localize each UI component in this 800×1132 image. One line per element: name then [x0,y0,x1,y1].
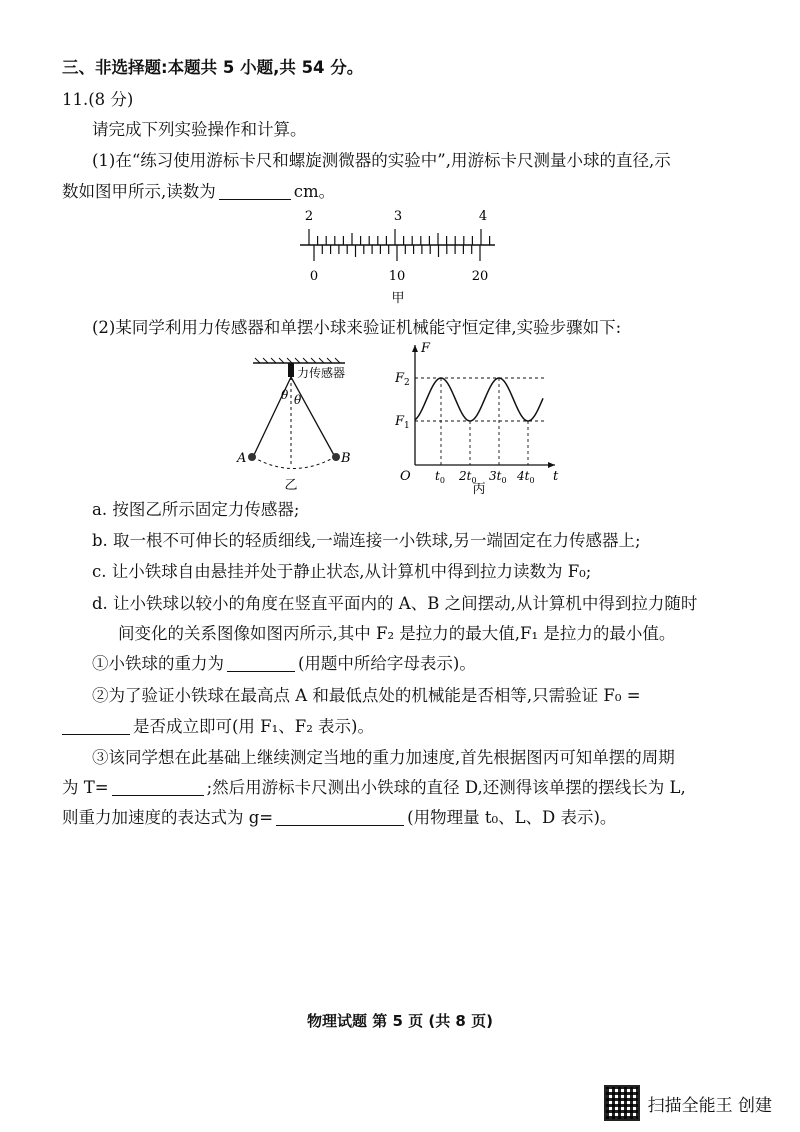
x-axis-label: t [553,469,559,484]
pendulum-caption: 乙 [284,478,298,493]
step-d-line2: 间变化的关系图像如图丙所示,其中 F₂ 是拉力的最大值,F₁ 是拉力的最小值。 [118,624,676,643]
sub2-text: 是否成立即可(用 F₁、F₂ 表示)。 [133,717,374,736]
step-d-line1: d. 让小铁球以较小的角度在竖直平面内的 A、B 之间摆动,从计算机中得到拉力随时 [92,594,698,613]
sub2-line2 [62,715,374,739]
answer-blank-g[interactable] [276,807,404,826]
question-number: 11.(8 分) [62,90,134,109]
sub3-line3 [62,806,616,830]
sub3-g-text: 则重力加速度的表达式为 g= [62,808,274,827]
f1-label: $F_1$ [395,414,410,431]
qr-code-icon [604,1085,640,1121]
tick-4t0: $4t_0$ [517,469,535,485]
origin-label: O [400,469,411,484]
point-a-label: A [237,451,247,466]
tick-t0: $t_0$ [435,469,445,485]
tick-3t0: $3t_0$ [489,469,507,485]
point-b-label: B [341,451,351,466]
part1-line1: (1)在“练习使用游标卡尺和螺旋测微器的实验中”,用游标卡尺测量小球的直径,示 [92,151,671,170]
force-time-graph [395,340,565,495]
vernier-caliper-figure [290,208,510,308]
sub3-text: ;然后用游标卡尺测出小铁球的直径 D,还测得该单摆的摆线长为 L, [206,778,686,797]
sub3-line1: ③该同学想在此基础上继续测定当地的重力加速度,首先根据图丙可知单摆的周期 [92,748,675,767]
part1-line2 [62,180,335,204]
sub1-note: (用题中所给字母表示)。 [298,654,476,673]
angle-left: θ [281,388,289,402]
graph-caption: 丙 [472,482,486,495]
sub3-line2 [62,776,686,800]
vernier-label-10: 10 [388,269,406,284]
answer-blank-period[interactable] [112,777,204,796]
sub1-line [92,652,476,676]
tick-2t0: $2t_0$ [459,469,477,485]
ball-b [332,453,340,461]
force-curve [415,378,543,421]
page-footer: 物理试题 第 5 页 (共 8 页) [307,1012,493,1030]
f2-label: $F_2$ [395,371,410,388]
sub3-note: (用物理量 t₀、L、D 表示)。 [407,808,617,827]
watermark [604,1085,772,1121]
answer-blank-gravity[interactable] [227,653,295,672]
force-sensor [288,363,294,377]
sub1-text: ①小铁球的重力为 [92,654,224,673]
part1-text: 数如图甲所示,读数为 [62,182,216,201]
answer-blank-reading[interactable] [219,181,291,200]
question-intro: 请完成下列实验操作和计算。 [92,120,307,139]
main-scale-label-4: 4 [478,209,488,224]
sub2-line1: ②为了验证小铁球在最高点 A 和最低点处的机械能是否相等,只需验证 F₀ = [92,686,641,705]
sub3-period-text: 为 T= [62,778,109,797]
watermark-text: 扫描全能王 创建 [647,1095,772,1116]
y-axis-label: F [421,341,431,356]
main-scale-label-3: 3 [393,209,403,224]
step-b: b. 取一根不可伸长的轻质细线,一端连接一小铁球,另一端固定在力传感器上; [92,531,641,550]
answer-blank-f0[interactable] [62,716,130,735]
main-scale-label-2: 2 [304,209,314,224]
section-title: 三、非选择题:本题共 5 小题,共 54 分。 [62,58,364,77]
step-a: a. 按图乙所示固定力传感器; [92,500,300,519]
vernier-label-20: 20 [471,269,489,284]
step-c: c. 让小铁球自由悬挂并处于静止状态,从计算机中得到拉力读数为 F₀; [92,562,592,581]
pendulum-figure [235,355,365,495]
sensor-label: 力传感器 [297,366,346,380]
part1-unit: cm。 [293,182,336,201]
angle-right: θ [294,393,302,407]
ball-a [248,453,256,461]
caliper-caption: 甲 [391,291,405,306]
vernier-label-0: 0 [309,269,319,284]
part2-line: (2)某同学利用力传感器和单摆小球来验证机械能守恒定律,实验步骤如下: [92,318,622,337]
